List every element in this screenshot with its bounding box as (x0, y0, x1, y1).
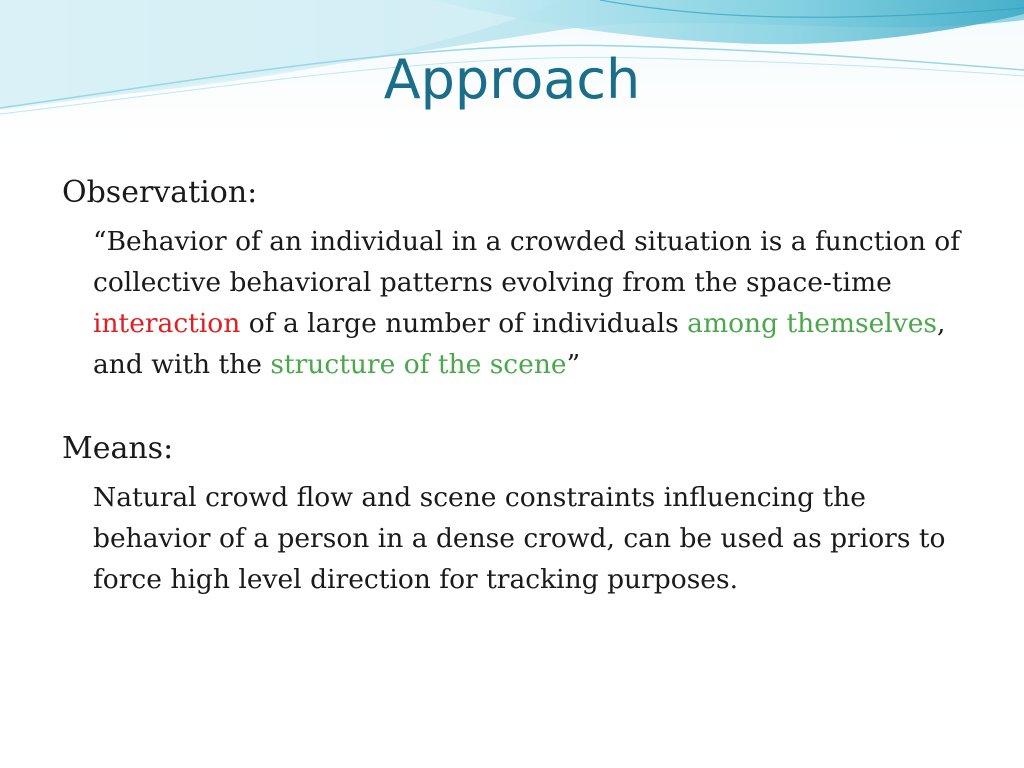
means-heading: Means: (62, 431, 174, 466)
highlight-structure-of-scene: structure of the scene (270, 349, 567, 380)
observation-text-part3: , and with the (93, 308, 946, 380)
observation-text-part2: of a large number of individuals (240, 308, 688, 339)
slide-body (62, 171, 982, 600)
means-text: Natural crowd flow and scene constraints influencing the behavior of a person in a dense crowd, can be used as priors to force high level direction for tracking purposes. (93, 482, 946, 595)
quote-open-mark: “ (93, 226, 107, 257)
observation-text-part1: Behavior of an individual in a crowded situation is a function of collective behavioral patterns evolving from the space-time (93, 226, 961, 298)
highlight-among-themselves: among themselves (687, 308, 938, 339)
observation-heading: Observation: (62, 175, 258, 210)
slide-title: Approach (383, 48, 641, 111)
observation-quote (93, 221, 982, 385)
highlight-interaction: interaction (93, 308, 241, 339)
quote-close-mark: ” (566, 349, 581, 380)
section-spacer (62, 385, 982, 427)
